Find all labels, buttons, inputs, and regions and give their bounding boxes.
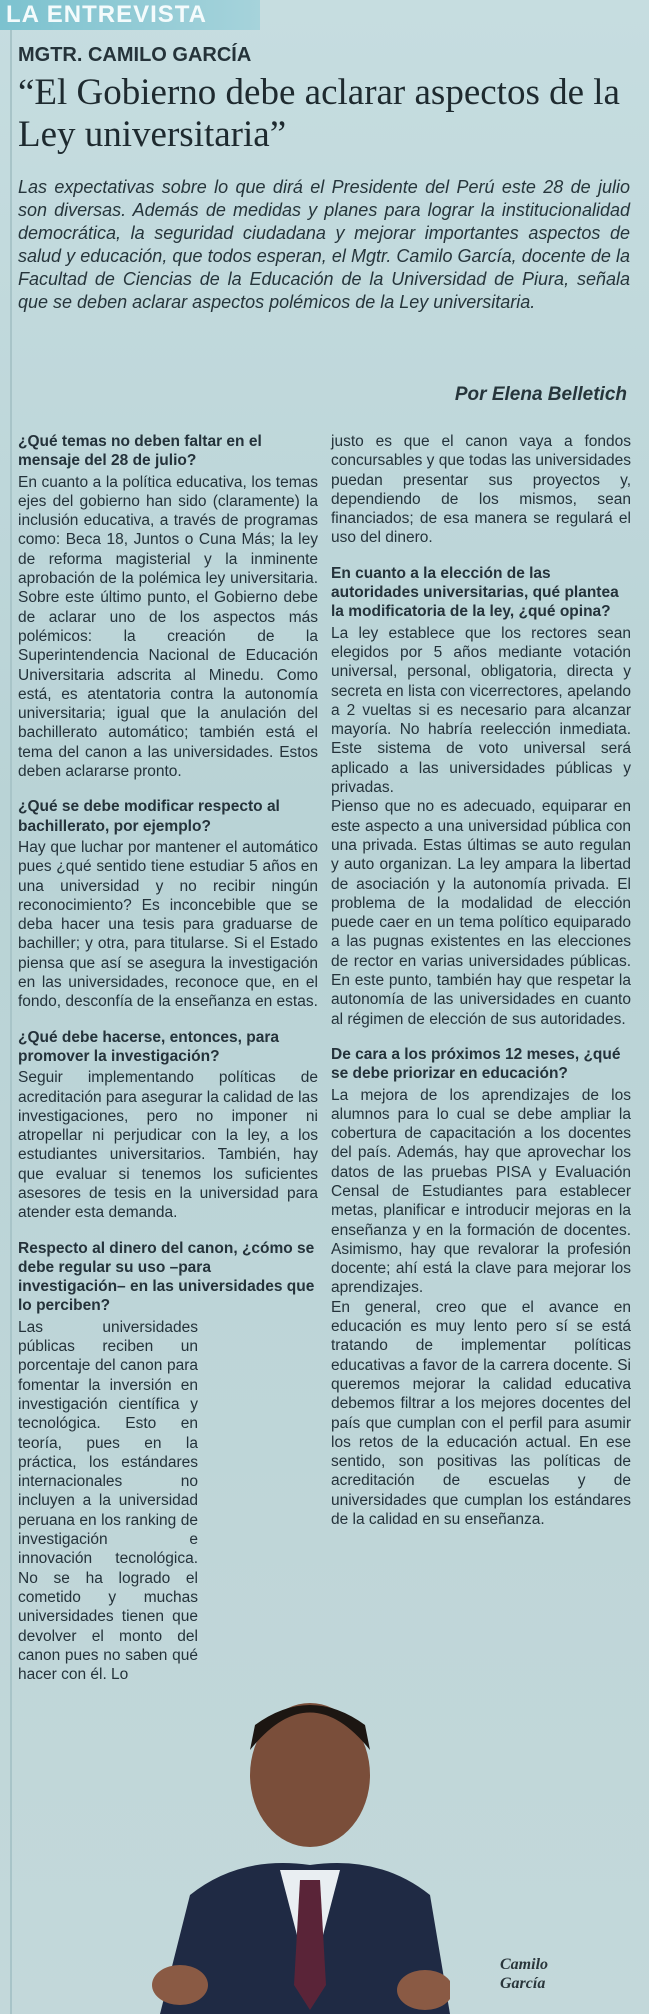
interviewee-photo [150,1655,450,2014]
answer: Seguir implementando políticas de acreditación para asegurar la calidad de las investigaciones, pero no imponer ni atropellar ni perjudicar con la ley, a los estudiantes universitarios. También, hay que evaluar si tenemos los suficientes asesores de tesis en la universidad para atender esta demanda. [18,1069,318,1222]
answer: La ley establece que los rectores sean elegidos por 5 años mediante votación universal, personal, obligatoria, directa y secreta en lista con vicerrectores, apelando a 2 vueltas si es necesario para alcanzar mayoría. No habría reelección inmediata. Este sistema de voto universal será aplicado a las universidades públicas y privadas. Pienso que no es adecuado, equiparar en este aspecto a una universidad pública con una privada. Estas últimas se auto regulan y auto organizan. La ley ampara la libertad de asociación y la autonomía privada. El problema de la modalidad de elección puede caer en un tema político equiparado a las pugnas existentes en las elecciones de rector en varias universidades públicas. En este punto, también hay que respetar la autonomía de las universidades en cuanto al régimen de elección de sus autoridades. [331,624,631,1028]
answer: La mejora de los aprendizajes de los alumnos para lo cual se debe ampliar la cobertura de capacitación a los docentes del país. Además, hay que aprovechar los datos de las pruebas PISA y Evaluación Censal de Estudiantes para establecer metas, planificar e introducir mejoras en la enseñanza y en la formación de docentes. Asimismo, hay que revalorar la profesión docente; ahí está la clave para mejorar los aprendizajes. En general, creo que el avance en educación es muy lento pero sí se está tratando de implementar políticas educativas a favor de la carrera docente. Si queremos mejorar la calidad educativa debemos filtrar a los mejores docentes del país que cumplan con el perfil para asumir los retos de la educación actual. En ese sentido, son positivas las políticas de acreditación de escuelas y de universidades que cumplan los estándares de la calidad en su enseñanza. [331,1086,631,1529]
page-margin-rule [10,0,12,2014]
question: ¿Qué debe hacerse, entonces, para promover la investigación? [18,1028,280,1065]
question: Respecto al dinero del canon, ¿cómo se debe regular su uso –para investigación– en las universidades que lo perciben? [18,1239,315,1315]
answer: Hay que luchar por mantener el automático pues ¿qué sentido tiene estudiar 5 años en una universidad y no recibir ningún reconocimiento? Es inconcebible que se deba hacer una tesis para graduarse de bachiller; y otra, para titularse. Si el Estado piensa que así se asegura la investigación en las universidades, reconoce que, en el fondo, desconfía de la enseñanza en estas. [18,838,318,1011]
question: ¿Qué se debe modificar respecto al bachillerato, por ejemplo? [18,798,280,835]
right-column [331,432,631,1545]
interviewee-kicker: MGTR. CAMILO GARCÍA [18,44,252,66]
photo-hand-left [152,1965,208,2005]
left-column [18,432,318,1700]
answer: Las universidades públicas reciben un porcentaje del canon para fomentar la inversión en investigación científica y tecnológica. Esto en teoría, pues en la práctica, los estándares internacionales no incluyen a la universidad peruana en los ranking de investigación e innovación tecnológica. No se ha logrado el cometido y muchas universidades tienen que devolver el monto del canon pues no saben qué hacer con él. Lo [18,1318,198,1684]
question: De cara a los próximos 12 meses, ¿qué se debe priorizar en educación? [331,1045,621,1083]
question: ¿Qué temas no deben faltar en el mensaje del 28 de julio? [18,433,262,470]
byline: Por Elena Belletich [454,384,627,405]
lede-paragraph: Las expectativas sobre lo que dirá el Presidente del Perú este 28 de julio son diversas. Además de medidas y planes para lograr la institucionalidad democrática, la seguridad ciudadana y mejorar importantes aspectos de salud y educación, que todos esperan, el Mgtr. Camilo García, docente de la Facultad de Ciencias de la Educación de la Universidad de Piura, señala que se deben aclarar aspectos polémicos de la Ley universitaria. [18,177,630,312]
photo-caption: Camilo García [500,1956,549,1992]
answer-continuation: justo es que el canon vaya a fondos concursables y que todas las universidades puedan presentar sus proyectos y, dependiendo de los mismos, sean financiados; de esa manera se regulará el uso del dinero. [331,433,631,547]
headline: “El Gobierno debe aclarar aspectos de la Ley universitaria” [18,72,620,155]
answer: En cuanto a la política educativa, los temas ejes del gobierno han sido (claramente) la inclusión educativa, a través de programas como: Beca 18, Juntos o Cuna Más; la ley de reforma magisterial y la inminente aprobación de la polémica ley universitaria. Sobre este último punto, el Gobierno debe de aclarar uno de los aspectos más polémicos: la creación de la Superintendencia Nacional de Educación Universitaria adscrita al Minedu. Como está, es atentatoria contra la autonomía universitaria; igual que la anulación del bachillerato automático; también está el tema del canon a las universidades. Estos deben aclararse pronto. [18,473,318,781]
section-label: LA ENTREVISTA [0,0,260,30]
question: En cuanto a la elección de las autoridades universitarias, qué plantea la modificatoria de la ley, ¿qué opina? [331,564,619,621]
